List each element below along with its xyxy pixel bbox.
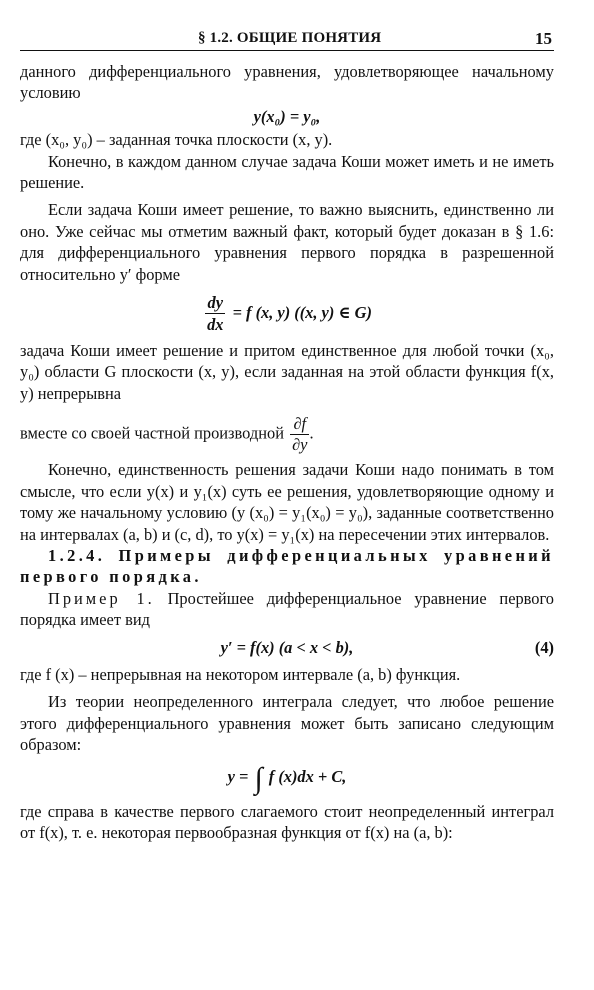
paragraph-uniqueness: Если задача Коши имеет решение, то важно выяснить, единственно ли оно. Уже сейчас мы отметим важный факт, который будет доказан в § 1.6: для дифференциального уравнения первого порядка в разрешенной относительно y′ форме (20, 200, 554, 284)
paragraph-final: где справа в качестве первого слагаемого стоит неопределенный интеграл от f(x), т. е. некоторая первообразная функция от f(x) на (a, b): (20, 801, 554, 843)
formula-example (20, 637, 554, 658)
paragraph-where-f: где f (x) – непрерывная на некотором интервале (a, b) функция. (20, 664, 461, 684)
fraction-denominator: dx (207, 315, 224, 335)
formula-main-rest: = f (x, y) ((x, y) ∈ G) (232, 303, 372, 323)
formula-initial-condition: y(x₀) = y₀, (253, 106, 321, 126)
formula-main (20, 293, 554, 336)
integral-icon: ∫ (254, 761, 263, 795)
paragraph-interval: Конечно, единственность решения задачи Коши надо понимать в том смысле, что если y(x) и y₁(x) суть ее решения, удовлетворяющие одному и тому же начальному условию (y (x₀) = y₁(x₀) = y₀), заданные соответственно на интервалах (a, b) и (c, d), то y(x) = y₁(x) на пересечении этих интервалов. (20, 460, 554, 544)
example-text: Простейшее дифференциальное уравнение первого порядка имеет вид (20, 588, 554, 630)
paragraph-integral-theory: Из теории неопределенного интеграла следует, что любое решение этого дифференциального уравнения может быть записано следующим образом: (20, 692, 554, 755)
example-label: Пример 1. (48, 588, 155, 608)
paragraph-example-1 (20, 588, 554, 631)
fraction-partial (290, 414, 309, 455)
paragraph-given-point: где (x₀, y₀) – заданная точка плоскости (x, y). (20, 130, 333, 150)
running-head (20, 26, 554, 51)
paragraph-continued: данного дифференциального уравнения, удовлетворяющее начальному условию (20, 62, 554, 103)
partial-numerator: ∂f (290, 414, 309, 435)
partial-text: вместе со своей частной производной (20, 423, 284, 443)
fraction-dy-dx (205, 293, 225, 336)
formula-integral-left: y = (227, 766, 249, 786)
formula-integral-right: f (x)dx + C, (268, 766, 347, 786)
fraction-numerator: dy (205, 293, 225, 314)
paragraph-theorem: задача Коши имеет решение и притом единственное для любой точки (x₀, y₀) области G плоскости (x, y), если заданная на этой области функция f(x, y) непрерывна (20, 341, 554, 403)
page-number: 15 (535, 29, 552, 48)
formula-integral (20, 761, 554, 795)
equation-number: (4) (534, 637, 554, 657)
partial-end: . (309, 423, 314, 443)
paragraph-partial-derivative (20, 414, 554, 455)
partial-denominator: ∂y (292, 435, 308, 455)
paragraph-cauchy-maybe: Конечно, в каждом данном случае задача Коши может иметь и не иметь решение. (20, 151, 554, 193)
subsection-heading: 1.2.4. Примеры дифференциальных уравнений первого порядка. (20, 545, 554, 587)
page-body (20, 61, 554, 844)
formula-example-body: y′ = f(x) (a < x < b), (220, 637, 354, 657)
section-title: § 1.2. ОБЩИЕ ПОНЯТИЯ (198, 30, 382, 46)
